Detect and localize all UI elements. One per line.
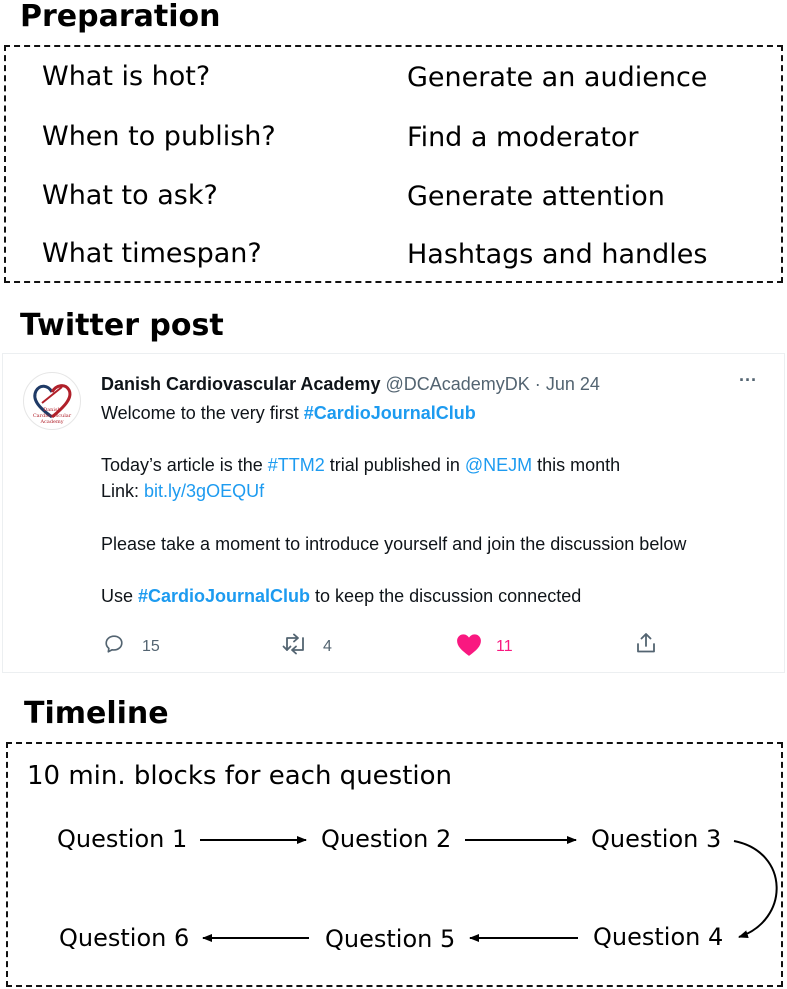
tweet-line-5-prefix: Use [101, 586, 139, 606]
question-5: Question 5 [325, 925, 456, 953]
account-name[interactable]: Danish Cardiovascular Academy [101, 374, 381, 394]
tweet-line-3-text: Link: [101, 481, 145, 501]
header-separator: · [534, 374, 541, 394]
tweet-line-2-text-b: trial published in [324, 455, 465, 475]
prep-task-audience: Generate an audience [407, 62, 708, 93]
tweet-line-1-text: Welcome to the very first [101, 403, 304, 423]
avatar-caption-line-2: Cardiovascular [32, 413, 72, 419]
prep-question-when: When to publish? [42, 121, 276, 152]
question-3: Question 3 [591, 825, 722, 853]
tweet-line-4: Please take a moment to introduce yourself and join the discussion below [101, 534, 687, 554]
mention-nejm[interactable]: @NEJM [464, 455, 533, 475]
prep-task-attention: Generate attention [407, 181, 665, 212]
account-handle[interactable]: @DCAcademyDK [385, 374, 530, 394]
more-options-icon[interactable]: ··· [739, 370, 757, 390]
tweet-line-5-suffix: to keep the discussion connected [310, 586, 582, 606]
prep-question-ask: What to ask? [42, 180, 218, 211]
timeline-subtitle: 10 min. blocks for each question [27, 761, 453, 791]
retweet-count: 4 [323, 638, 332, 655]
question-4: Question 4 [593, 923, 724, 951]
question-2: Question 2 [321, 825, 452, 853]
question-6: Question 6 [59, 924, 190, 952]
prep-question-timespan: What timespan? [42, 238, 262, 269]
avatar-caption-line-1: Danish [43, 407, 61, 413]
twitter-post-title: Twitter post [20, 308, 224, 343]
article-link[interactable]: bit.ly/3gOEQUf [144, 481, 265, 501]
avatar-caption-line-3: Academy [40, 419, 64, 425]
like-count: 11 [496, 638, 513, 655]
tweet-line-2-text-a: Today’s article is the [101, 455, 268, 475]
prep-task-moderator: Find a moderator [407, 122, 639, 153]
question-1: Question 1 [57, 825, 188, 853]
reply-count: 15 [142, 638, 160, 655]
prep-task-hashtags: Hashtags and handles [407, 239, 708, 270]
hashtag-cardiojournalclub-2[interactable]: #CardioJournalClub [138, 586, 311, 606]
tweet-date[interactable]: Jun 24 [545, 374, 600, 394]
arrow-q3-to-q4 [734, 841, 777, 937]
prep-question-hot: What is hot? [42, 61, 211, 92]
preparation-title: Preparation [20, 0, 221, 34]
hashtag-ttm2[interactable]: #TTM2 [267, 455, 325, 475]
timeline-title: Timeline [24, 696, 169, 731]
hashtag-cardiojournalclub-1[interactable]: #CardioJournalClub [303, 403, 476, 423]
tweet-line-2-text-c: this month [532, 455, 621, 475]
